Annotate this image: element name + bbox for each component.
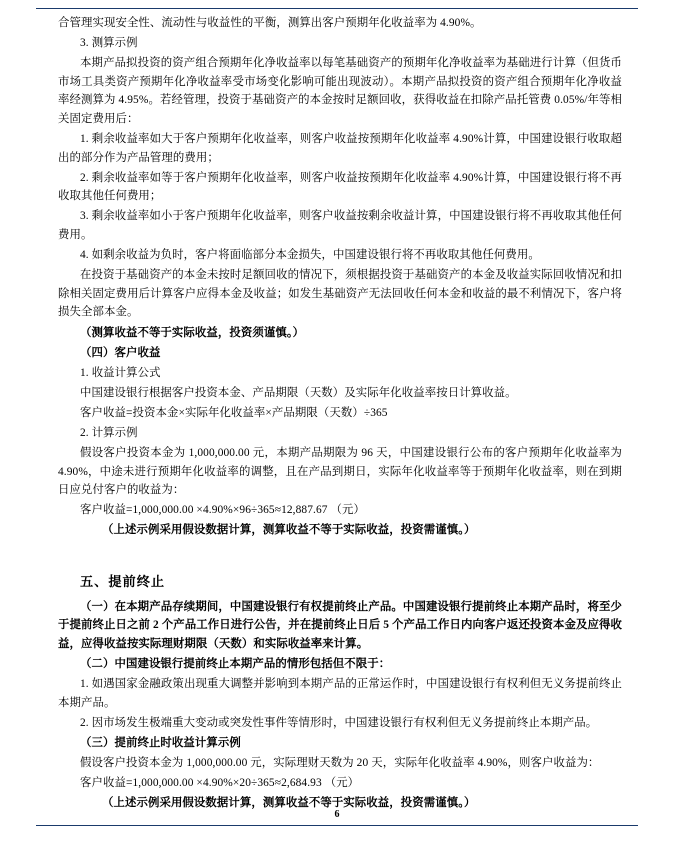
paragraph: 中国建设银行根据客户投资本金、产品期限（天数）及实际年化收益率按日计算收益。 [80, 386, 517, 399]
paragraph-note: （上述示例采用假设数据计算，测算收益不等于实际收益，投资需谨慎。） [102, 796, 476, 809]
subsection-heading: （四）客户收益 [80, 346, 161, 359]
paragraph: 在投资于基础资产的本金未按时足额回收的情况下，须根据投资于基础资产的本金及收益实际回收情况和扣除相关固定费用后计算客户应得本金及收益；如发生基础资产无法回收任何本金和收益的最不利情况下，客户将损失全部本金。 [58, 269, 622, 319]
paragraph: 假设客户投资本金为 1,000,000.00 元，本期产品期限为 96 天，中国建设银行公布的客户预期年化收益率为 4.90%，中途未进行预期年化收益率的调整，且在产品到期日，实际年化收益率等于预期年化收益率，则在到期日应兑付客户的收益为： [58, 447, 622, 497]
formula: 客户收益=1,000,000.00 ×4.90%×96÷365≈12,887.67 （元） [80, 504, 365, 517]
page-number: 6 [334, 809, 340, 820]
page-content [58, 14, 622, 814]
page-border-top [36, 8, 638, 9]
paragraph: 1. 收益计算公式 [80, 366, 161, 379]
subsection-heading: （三）提前终止时收益计算示例 [80, 736, 241, 749]
section-spacer [58, 542, 622, 572]
section-heading-five: 五、提前终止 [80, 573, 166, 589]
paragraph-note: （测算收益不等于实际收益，投资须谨慎。） [80, 326, 305, 339]
paragraph: 4. 如剩余收益为负时，客户将面临部分本金损失，中国建设银行将不再收取其他任何费用。 [80, 249, 540, 262]
paragraph: （二）中国建设银行提前终止本期产品的情形包括但不限于： [80, 657, 391, 670]
paragraph: 2. 因市场发生极端重大变动或突发性事件等情形时，中国建设银行有权利但无义务提前终止本期产品。 [80, 716, 598, 729]
paragraph: 本期产品拟投资的资产组合预期年化净收益率以每笔基础资产的预期年化净收益率为基础进行计算（但货币市场工具类资产预期年化净收益率受市场变化影响可能出现波动）。本期产品拟投资的资产组合预期年化净收益率经测算为 4.95%。若经管理，投资于基础资产的本金按时足额回收，获得收益在扣除产品托管费 0.05%/年等相关固定费用后： [58, 57, 622, 125]
paragraph: 3. 剩余收益率如小于客户预期年化收益率，则客户收益按剩余收益计算，中国建设银行将不再收取其他任何费用。 [58, 210, 622, 242]
paragraph: 合管理实现安全性、流动性与收益性的平衡，测算出客户预期年化收益率为 4.90%。 [58, 17, 482, 29]
paragraph: 1. 剩余收益率如大于客户预期年化收益率，则客户收益按预期年化收益率 4.90%计算，中国建设银行收取超出的部分作为产品管理的费用； [58, 133, 622, 164]
paragraph: 2. 计算示例 [80, 426, 138, 439]
paragraph: 1. 如遇国家金融政策出现重大调整并影响到本期产品的正常运作时，中国建设银行有权利但无义务提前终止本期产品。 [58, 677, 622, 709]
paragraph-note: （上述示例采用假设数据计算，测算收益不等于实际收益，投资需谨慎。） [102, 524, 476, 537]
page-border-bottom [36, 825, 638, 826]
paragraph: 3. 测算示例 [80, 37, 138, 50]
formula: 客户收益=投资本金×实际年化收益率×产品期限（天数）÷365 [80, 406, 388, 419]
paragraph: （一）在本期产品存续期间，中国建设银行有权提前终止产品。中国建设银行提前终止本期产品时，将至少于提前终止日之前 2 个产品工作日进行公告，并在提前终止日后 5 个产品工作日内向客户返还投资本金及应得收益，应得收益按实际理财期限（天数）和实际收益率来计算。 [58, 600, 622, 650]
paragraph: 假设客户投资本金为 1,000,000.00 元，实际理财天数为 20 天，实际年化收益率 4.90%，则客户收益为： [80, 756, 600, 769]
formula: 客户收益=1,000,000.00 ×4.90%×20÷365≈2,684.93 （元） [80, 776, 360, 789]
paragraph: 2. 剩余收益率如等于客户预期年化收益率，则客户收益按预期年化收益率 4.90%计算，中国建设银行将不再收取其他任何费用； [58, 171, 622, 203]
